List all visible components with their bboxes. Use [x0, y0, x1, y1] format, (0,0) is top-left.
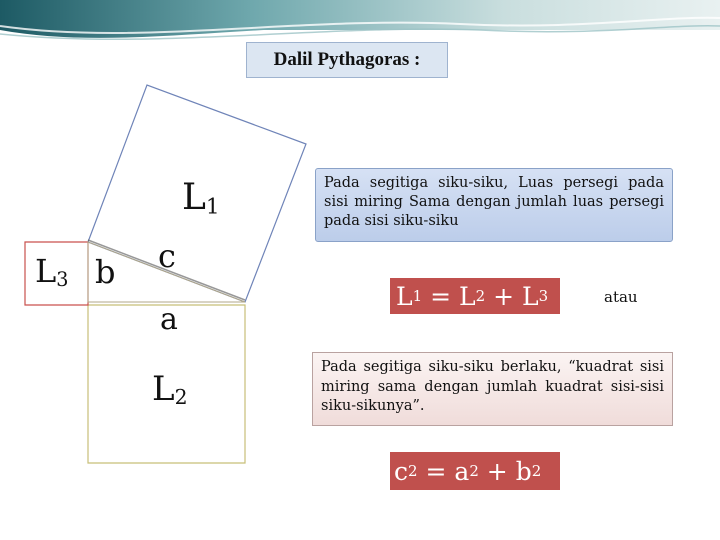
label-l2: $L_2$	[152, 369, 188, 410]
formula-areas: L 1 = L 2 + L 3	[390, 278, 560, 314]
description-box-2: Pada segitiga siku-siku berlaku, “kuadrat sisi miring sama dengan jumlah kuadrat sisi-sisi siku-sikunya”.	[312, 352, 673, 426]
label-side-b: b	[95, 253, 116, 291]
formula-squares: c 2 = a 2 + b 2	[390, 452, 560, 490]
label-side-c: c	[158, 237, 176, 275]
label-l3: $L_3$	[35, 252, 69, 291]
description-box-1: Pada segitiga siku-siku, Luas persegi pada sisi miring Sama dengan jumlah luas persegi pada sisi siku-siku	[315, 168, 673, 242]
label-l1: $L_1$	[182, 177, 220, 220]
slide-title: Dalil Pythagoras :	[246, 42, 448, 78]
label-side-a: a	[160, 302, 178, 337]
atau-label: atau	[604, 288, 638, 306]
